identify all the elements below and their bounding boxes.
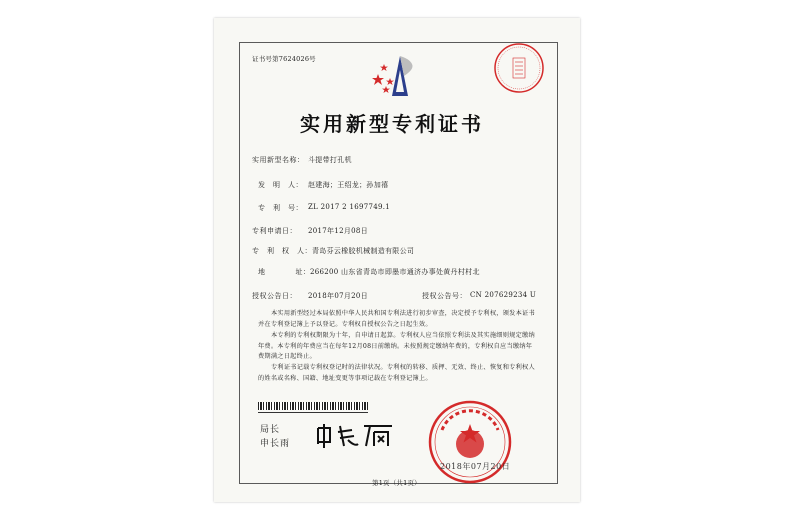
field-value-name: 斗提带打孔机	[308, 156, 352, 164]
grant-number-label: 授权公告号：	[422, 292, 467, 300]
body-paragraph-1: 本实用新型经过本局依照中华人民共和国专利法进行初步审查，决定授予专利权，颁发本证书并在专利登记簿上予以登记。专利权自授权公告之日起生效。	[258, 310, 535, 328]
field-value-application-date: 2017年12月08日	[308, 227, 368, 235]
seal-date: 2018年07月20日	[440, 462, 511, 471]
grant-date-value: 2018年07月20日	[308, 292, 368, 300]
barcode	[258, 402, 368, 410]
field-value-inventor: 赵建海；王绍龙；孙加禧	[308, 181, 389, 189]
handwritten-signature	[314, 420, 398, 450]
field-value-patent-number: ZL 2017 2 1697749.1	[308, 203, 391, 211]
grant-date-label: 授权公告日：	[252, 292, 297, 300]
body-paragraph-2: 本专利的专利权期限为十年，自申请日起算。专利权人应当依照专利法及其实施细则规定缴纳年费。本专利的年费应当在每年12月08日前缴纳。未按照规定缴纳年费的，专利权自应当缴纳年费期满之日起终止。	[258, 332, 535, 360]
field-value-address: 266200 山东省青岛市即墨市通济办事处黄丹村村北	[310, 268, 480, 276]
grant-number-value: CN 207629234 U	[470, 291, 537, 299]
director-title: 局长	[260, 425, 281, 435]
cnipa-logo-icon	[370, 52, 430, 100]
field-label-patentee: 专 利 权 人：	[252, 247, 312, 255]
field-value-patentee: 青岛芬云橡胶机械制造有限公司	[312, 247, 415, 255]
field-label-address: 地 址：	[258, 268, 311, 276]
director-name: 申长雨	[260, 439, 291, 449]
field-label-application-date: 专利申请日：	[252, 227, 297, 235]
field-label-inventor: 发 明 人：	[258, 181, 303, 189]
field-label-patent-number: 专 利 号：	[258, 204, 303, 212]
body-paragraph-3: 专利证书记载专利权登记时的法律状况。专利权的转移、质押、无效、终止、恢复和专利权人的姓名或名称、国籍、地址变更等事项记载在专利登记簿上。	[258, 364, 535, 382]
top-seal-stamp	[493, 42, 545, 94]
page-footer: 第1页（共1页）	[372, 479, 421, 487]
field-label-name: 实用新型名称：	[252, 156, 305, 164]
barcode-rule	[258, 412, 368, 413]
certificate-title: 实用新型专利证书	[300, 112, 484, 136]
certificate-number: 证书号第7624026号	[252, 55, 316, 63]
